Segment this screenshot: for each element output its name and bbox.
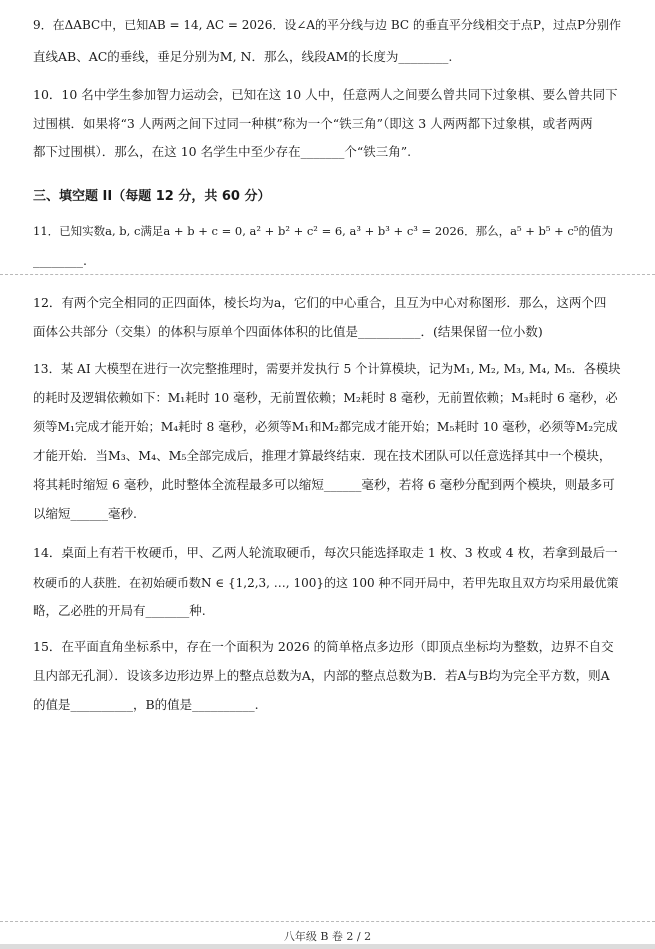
question-line: 须等M₁完成才能开始；M₄耗时 8 毫秒，必须等M₁和M₂都完成才能开始；M₅耗时 10 毫秒，必须等M₂完成 [33,420,618,434]
question-line: 的值是__________，B的值是__________. [33,697,259,712]
dashed-divider [0,921,655,922]
question-line: 且内部无孔洞）．设该多边形边界上的整点总数为A，内部的整点总数为B．若A与B均为完全平方数，则A [33,668,610,683]
section-title: 三、填空题 II（每题 12 分，共 60 分） [33,189,271,204]
question-line: 略，乙必胜的开局有_______种. [33,603,206,618]
question-line: 14．桌面上有若干枚硬币，甲、乙两人轮流取硬币，每次只能选择取走 1 枚、3 枚或 4 枚，若拿到最后一 [33,545,618,560]
dashed-divider [0,274,655,275]
question-line: 10．10 名中学生参加智力运动会，已知在这 10 人中，任意两人之间要么曾共同下过象棋、要么曾共同下 [33,87,618,102]
page-footer: 八年级 B 卷 2 / 2 [283,930,372,943]
question-line: 枚硬币的人获胜．在初始硬币数N ∈ {1,2,3, …, 100}的这 100 种不同开局中，若甲先取且双方均采用最优策 [33,576,619,590]
question-line: 12．有两个完全相同的正四面体，棱长均为a，它们的中心重合，且互为中心对称图形．那么，这两个四 [33,295,607,310]
bottom-bar [0,944,655,949]
question-line: 直线AB、AC的垂线，垂足分别为M, N．那么，线段AM的长度为________. [33,49,453,64]
question-line: 都下过围棋）．那么，在这 10 名学生中至少存在_______个“铁三角”. [33,144,412,159]
question-line: 过围棋．如果将“3 人两两之间下过同一种棋”称为一个“铁三角”（即这 3 人两两都下过象棋，或者两两 [33,116,593,131]
question-line: 将其耗时缩短 6 毫秒，此时整体全流程最多可以缩短______毫秒，若将 6 毫秒分配到两个模块，则最多可 [33,477,615,492]
question-line: 11．已知实数a, b, c满足a + b + c = 0, a² + b² + c² = 6, a³ + b³ + c³ = 2026．那么，a⁵ + b⁵ + c⁵的值为 [33,224,613,238]
question-line: 9．在ΔABC中，已知AB = 14, AC = 2026．设∠A的平分线与边 BC 的垂直平分线相交于点P，过点P分别作 [33,18,622,32]
question-line: 13．某 AI 大模型在进行一次完整推理时，需要并发执行 5 个计算模块，记为M₁, M₂, M₃, M₄, M₅．各模块 [33,362,621,376]
question-line: 的耗时及逻辑依赖如下：M₁耗时 10 毫秒，无前置依赖；M₂耗时 8 毫秒，无前置依赖；M₃耗时 6 毫秒，必 [33,391,618,405]
question-line: 面体公共部分（交集）的体积与原单个四面体体积的比值是__________．(结果保留一位小数) [33,324,543,339]
question-line: 才能开始．当M₃、M₄、M₅全部完成后，推理才算最终结束．现在技术团队可以任意选择其中一个模块， [33,448,612,463]
question-line: 15．在平面直角坐标系中，存在一个面积为 2026 的简单格点多边形（即顶点坐标均为整数，边界不自交 [33,639,614,654]
question-line: ________. [33,253,87,268]
question-line: 以缩短______毫秒. [33,506,137,521]
